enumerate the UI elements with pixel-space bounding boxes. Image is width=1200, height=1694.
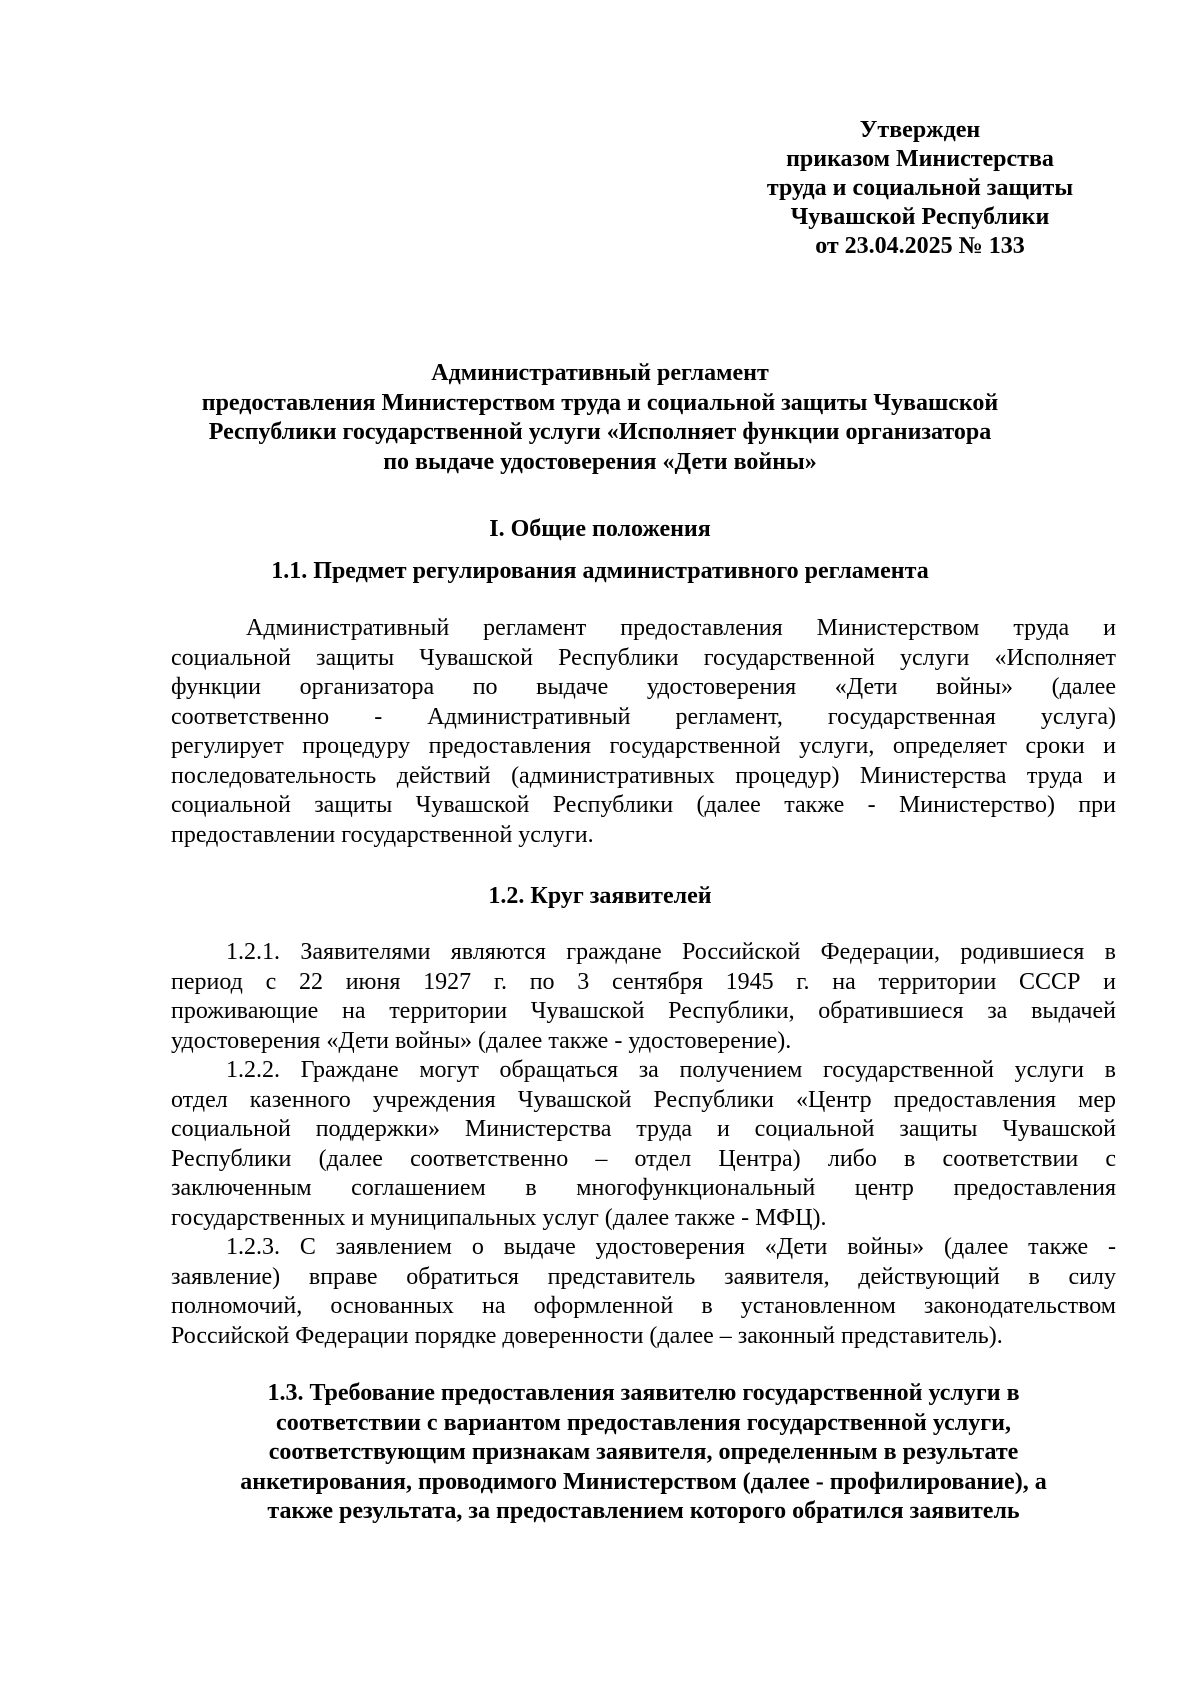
approval-line: Чувашской Республики [790,204,1050,230]
paragraph-1-1 [171,614,1116,850]
text-line: полномочий, основанных на оформленной в установленном законодательством [171,1293,1116,1319]
text-line: функции организатора по выдаче удостоверения «Дети войны» (далее [171,674,1116,700]
document-title [160,359,1040,477]
paragraph-1-2-3 [171,1233,1116,1351]
text-line: регулирует процедуру предоставления государственной услуги, определяет сроки и [171,733,1116,759]
subsection-heading-1-3 [171,1379,1116,1527]
heading-line: соответствии с вариантом предоставления государственной услуги, [276,1409,1011,1436]
text-line: заключенным соглашением в многофункциональный центр предоставления [171,1175,1116,1201]
approval-line: приказом Министерства [786,146,1054,172]
subsection-heading-1-1: 1.1. Предмет регулирования административного регламента [271,558,929,584]
approval-line: от 23.04.2025 № 133 [815,233,1025,259]
text-line: Республики (далее соответственно – отдел Центра) либо в соответствии с [171,1145,1116,1172]
heading-line: соответствующим признакам заявителя, определенным в результате [268,1439,1019,1465]
heading-line: также результата, за предоставлением которого обратился заявитель [267,1498,1020,1524]
text-line: Российской Федерации порядке доверенности (далее – законный представитель). [171,1322,1003,1349]
text-line: 1.2.1. Заявителями являются граждане Российской Федерации, родившиеся в [226,939,1116,965]
section-heading: I. Общие положения [489,516,711,542]
approval-line: Утвержден [859,117,981,143]
heading-line: анкетирования, проводимого Министерством (далее - профилирование), а [240,1468,1047,1495]
text-line: заявление) вправе обратиться представитель заявителя, действующий в силу [171,1263,1116,1290]
title-line: по выдаче удостоверения «Дети войны» [383,448,817,475]
text-line: 1.2.3. С заявлением о выдаче удостоверения «Дети войны» (далее также - [226,1234,1116,1260]
approval-line: труда и социальной защиты [766,175,1074,201]
title-line: предоставления Министерством труда и социальной защиты Чувашской [201,389,999,416]
text-line: Административный регламент предоставления Министерством труда и [246,615,1116,641]
text-line: 1.2.2. Граждане могут обращаться за получением государственной услуги в [226,1057,1116,1083]
title-line: Республики государственной услуги «Исполняет функции организатора [208,419,992,445]
paragraph-1-2-2 [171,1056,1116,1233]
text-line: проживающие на территории Чувашской Республики, обратившиеся за выдачей [171,998,1116,1024]
text-line: социальной защиты Чувашской Республики (далее также - Министерство) при [171,792,1116,818]
text-line: последовательность действий (административных процедур) Министерства труда и [171,762,1116,789]
subsection-heading-1-2: 1.2. Круг заявителей [488,883,712,909]
heading-line: 1.3. Требование предоставления заявителю государственной услуги в [267,1380,1020,1406]
text-line: удостоверения «Дети войны» (далее также - удостоверение). [171,1027,792,1054]
text-line: социальной поддержки» Министерства труда и социальной защиты Чувашской [171,1116,1116,1142]
text-line: предоставлении государственной услуги. [171,821,594,848]
text-line: социальной защиты Чувашской Республики государственной услуги «Исполняет [171,644,1116,671]
title-line: Административный регламент [431,360,769,386]
text-line: государственных и муниципальных услуг (далее также - МФЦ). [171,1204,827,1231]
text-line: соответственно - Административный регламент, государственная услуга) [171,703,1116,730]
text-line: период с 22 июня 1927 г. по 3 сентября 1945 г. на территории СССР и [171,968,1116,995]
approval-stamp [720,116,1120,261]
paragraph-1-2-1 [171,938,1116,1056]
text-line: отдел казенного учреждения Чувашской Республики «Центр предоставления мер [171,1086,1116,1113]
